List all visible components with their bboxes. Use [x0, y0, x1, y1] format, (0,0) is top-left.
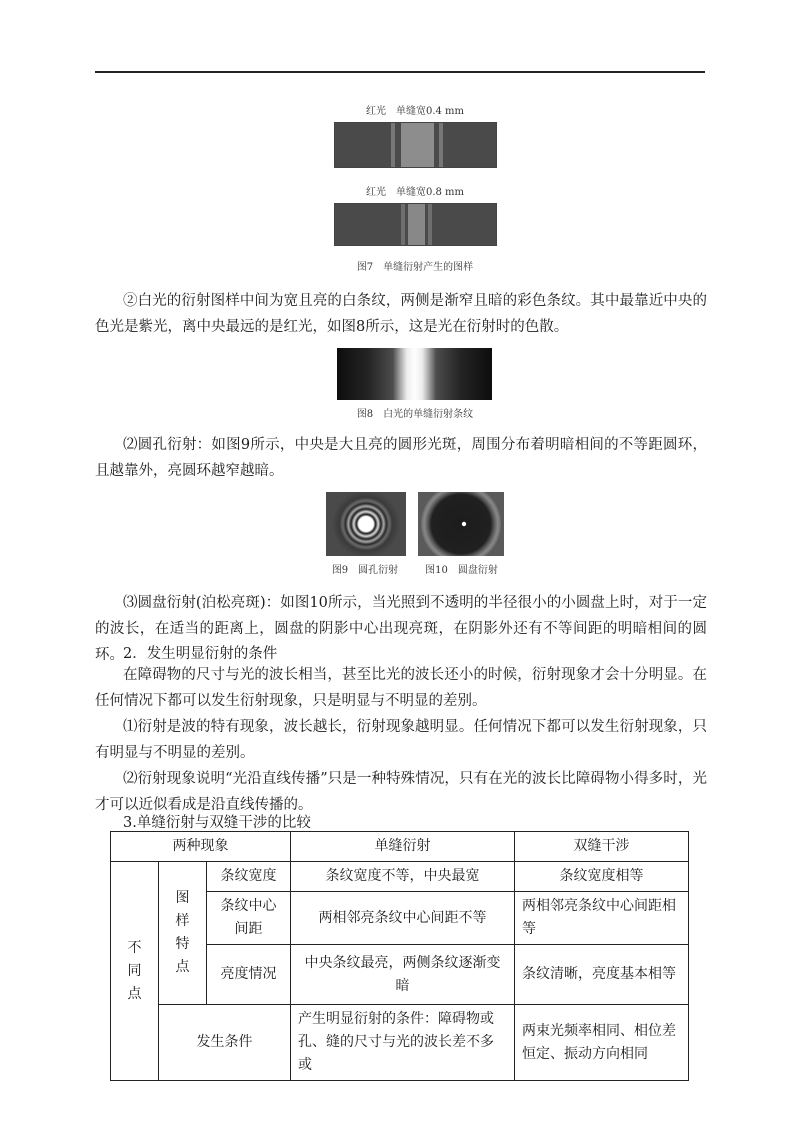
table-row [111, 862, 689, 892]
fig7-caption: 图7 单缝衍射产生的图样 [356, 262, 474, 273]
paragraph-conditions [95, 662, 707, 714]
fig9-caption: 图9 圆孔衍射 [331, 565, 399, 576]
paragraph-condition-1-text: ⑴衍射是波的特有现象，波长越长，衍射现象越明显。任何情况下都可以发生衍射现象，只有明显与不明显的差别。 [95, 719, 707, 761]
fig7-label-b: 红光 单缝宽0.8 mm [365, 187, 465, 198]
paragraph-condition-2-text: ⑵衍射现象说明“光沿直线传播”只是一种特殊情况，只有在光的波长比障碍物小得多时，光才可以近似看成是沿直线传播的。 [95, 771, 707, 813]
table-header-row [111, 832, 689, 862]
row-fringe-width-label: 条纹宽度 [207, 862, 291, 892]
comparison-table [110, 831, 689, 1081]
paragraph-circular-hole-text: ⑵圆孔衍射：如图9所示，中央是大且亮的圆形光斑，周围分布着明暗相间的不等距圆环，且越靠外，亮圆环越窄越暗。 [95, 437, 707, 479]
fig8-white-light-fringes [337, 348, 492, 400]
paragraph-circular-disk-text: ⑶圆盘衍射(泊松亮斑)：如图10所示，当光照到不透明的半径很小的小圆盘上时，对于一定的波长，在适当的距离上，圆盘的阴影中心出现亮斑，在阴影外还有不等间距的明暗相间的圆环。 [95, 595, 707, 663]
section-heading-diffraction-conditions: 2．发生明显衍射的条件 [123, 646, 278, 662]
row-conditions-label: 发生条件 [159, 1005, 291, 1081]
fig7-label-a: 红光 单缝宽0.4 mm [365, 106, 465, 117]
paragraph-conditions-text: 在障碍物的尺寸与光的波长相当，甚至比光的波长还小的时候，衍射现象才会十分明显。在任何情况下都可以发生衍射现象，只是明显与不明显的差别。 [95, 667, 707, 709]
row-fringe-spacing-single: 两相邻亮条纹中心间距不等 [291, 892, 515, 945]
table-row [111, 1005, 689, 1081]
fig7-strip-narrow-slit [334, 122, 497, 168]
paragraph-white-light-text: ②白光的衍射图样中间为宽且亮的白条纹，两侧是渐窄且暗的彩色条纹。其中最靠近中央的色光是紫光，离中央最远的是红光，如图8所示，这是光在衍射时的色散。 [95, 293, 707, 335]
differences-label: 不同点 [111, 862, 159, 1081]
section-heading-comparison: 3.单缝衍射与双缝干涉的比较 [123, 815, 311, 831]
row-fringe-spacing-double: 两相邻亮条纹中心间距相等 [515, 892, 689, 945]
header-single-slit: 单缝衍射 [291, 832, 515, 862]
fig10-caption: 图10 圆盘衍射 [425, 565, 498, 576]
fig8-caption: 图8 白光的单缝衍射条纹 [356, 409, 474, 420]
row-conditions-double: 两束光频率相同、相位差恒定、振动方向相同 [515, 1005, 689, 1081]
row-brightness-label: 亮度情况 [207, 945, 291, 1005]
row-fringe-width-double: 条纹宽度相等 [515, 862, 689, 892]
row-brightness-single: 中央条纹最亮，两侧条纹逐渐变暗 [291, 945, 515, 1005]
header-double-slit: 双缝干涉 [515, 832, 689, 862]
paragraph-condition-1 [95, 714, 707, 766]
fig10-circular-disk-pattern [418, 492, 504, 556]
pattern-features-label: 图样特点 [159, 862, 207, 1005]
top-rule [95, 71, 705, 73]
row-fringe-spacing-label: 条纹中心间距 [207, 892, 291, 945]
fig7-strip-wide-slit [334, 203, 497, 246]
paragraph-white-light [95, 288, 707, 340]
row-fringe-width-single: 条纹宽度不等，中央最宽 [291, 862, 515, 892]
paragraph-circular-hole [95, 432, 707, 484]
row-brightness-double: 条纹清晰，亮度基本相等 [515, 945, 689, 1005]
row-conditions-single: 产生明显衍射的条件：障碍物或孔、缝的尺寸与光的波长差不多或 [291, 1005, 515, 1081]
header-phenomena: 两种现象 [111, 832, 291, 862]
fig9-circular-hole-pattern [326, 492, 406, 556]
